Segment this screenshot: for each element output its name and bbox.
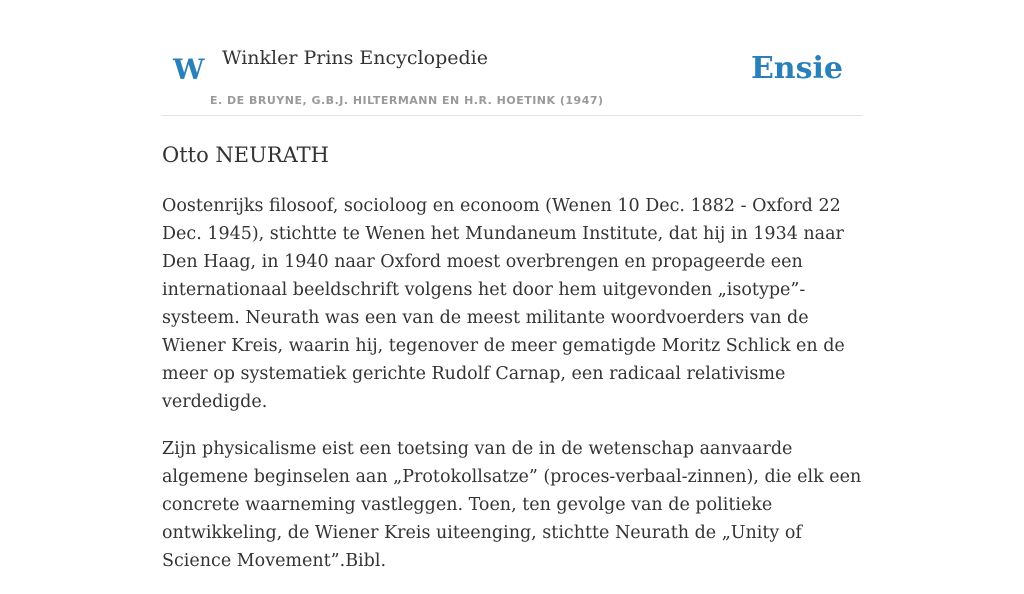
site-title[interactable]: Winkler Prins Encyclopedie bbox=[222, 47, 488, 69]
article-title: Otto NEURATH bbox=[162, 143, 329, 167]
article-paragraph: Zijn physicalisme eist een toetsing van de in de wetenschap aanvaarde algemene beginselen aan „Protokollsatze” (proces-verbaal-zinnen), die elk een concrete waarneming vastleggen. Toen, ten gevolge van de politieke ontwikkeling, de Wiener Kreis uiteenging, stichtte Neurath de „Unity of Science Movement”.Bibl. bbox=[162, 439, 862, 571]
article-paragraph: Oostenrijks filosoof, socioloog en econoom (Wenen 10 Dec. 1882 - Oxford 22 Dec. 1945), stichtte te Wenen het Mundaneum Institute, dat hij in 1934 naar Den Haag, in 1940 naar Oxford moest overbrengen en propageerde een internationaal beeldschrift volgens het door hem uitgevonden „isotype”-systeem. Neurath was een van de meest militante woordvoerders van de Wiener Kreis, waarin hij, tegenover de meer gematigde Moritz Schlick en de meer op systematiek gerichte Rudolf Carnap, een radicaal relativisme verdedigde. bbox=[162, 196, 845, 412]
site-logo-icon[interactable]: W bbox=[173, 53, 205, 86]
article-body bbox=[162, 192, 862, 594]
site-header bbox=[162, 0, 862, 116]
site-authors: E. DE BRUYNE, G.B.J. HILTERMANN EN H.R. HOETINK (1947) bbox=[210, 94, 604, 107]
brand-logo[interactable]: Ensie bbox=[750, 51, 843, 86]
